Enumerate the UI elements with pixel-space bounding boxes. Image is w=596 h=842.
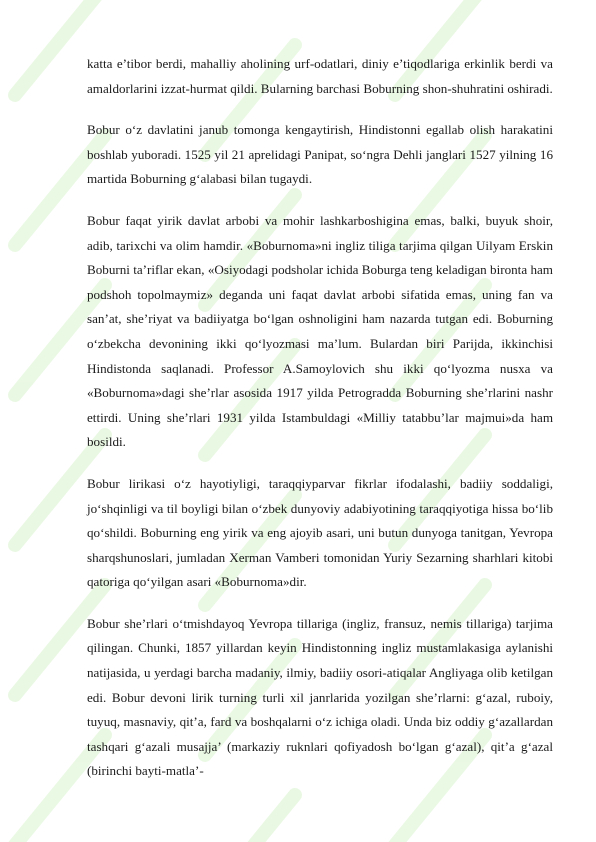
- paragraph-4: Bobur lirikasi o‘z hayotiyligi, taraqqiyparvar fikrlar ifodalashi, badiiy soddaligi, jo‘shqinligi va til boyligi bilan o‘zbek dunyoviy adabiyotining taraqqiyotiga hissa bo‘lib qo‘shildi. Boburning eng yirik va eng ajoyib asari, uni butun dunyoga tanitgan, Yevropa sharqshunoslari, jumladan Xerman Vamberi tomonidan Yuriy Sezarning sharhlari kitobi qatoriga qo‘yilgan asari «Boburnoma»dir.: [87, 475, 553, 590]
- watermark-stroke: [205, 795, 295, 842]
- document-page: [87, 52, 553, 801]
- paragraph-3: Bobur faqat yirik davlat arbobi va mohir lashkarboshigina emas, balki, buyuk shoir, adib, tarixchi va olim hamdir. «Boburnoma»ni ingliz tiliga tarjima qilgan Uilyam Erskin Boburni ta’riflar ekan, «Osiyodagi podsholar ichida Boburga teng keladigan bironta ham podshoh topolmaymiz» deganda uni faqat davlat arbobi sifatida emas, uning fan va san’at, she’riyat va badiiyatga bo‘lgan oshnoligini ham nazarda tutgan edi. Boburning o‘zbekcha devonining ikki qo‘lyozmasi ma’lum. Bulardan biri Parijda, ikkinchisi Hindistonda saqlanadi. Professor A.Samoylovich shu ikki qo‘lyozma nusxa va «Boburnoma»dagi she’rlar asosida 1917 yilda Petrogradda Boburning she’rlarini nashr ettirdi. Uning she’rlari 1931 yilda Istambuldagi «Milliy tatabbu’lar majmui»da ham bosildi.: [87, 212, 553, 450]
- paragraph-5: Bobur she’rlari o‘tmishdayoq Yevropa tillariga (ingliz, fransuz, nemis tillariga) tarjima qilingan. Chunki, 1857 yillardan keyin Hindistonning ingliz mustamlakasiga aylanishi natijasida, u yerdagi barcha madaniy, ilmiy, badiiy osori-atiqalar Angliyaga olib ketilgan edi. Bobur devoni lirik turning turli xil janrlarida yozilgan she’rlarni: g‘azal, ruboiy, tuyuq, masnaviy, qit’a, fard va boshqalarni o‘z ichiga oladi. Unda biz oddiy g‘azallardan tashqari g‘azali musajja’ (markaziy ruknlari qofiyadosh bo‘lgan g‘azal), qit’a g‘azal (birinchi bayti-matla’-: [87, 615, 553, 779]
- paragraph-2: Bobur o‘z davlatini janub tomonga kengaytirish, Hindistonni egallab olish harakatini boshlab yuboradi. 1525 yil 21 aprelidagi Panipat, so‘ngra Dehli janglari 1527 yilning 16 martida Boburning g‘alabasi bilan tugaydi.: [87, 122, 553, 187]
- paragraph-1: katta e’tibor berdi, mahalliy aholining urf-odatlari, diniy e’tiqodlariga erkinlik berdi va amaldorlarini izzat-hurmat qildi. Bularning barchasi Boburning shon-shuhratini oshiradi.: [87, 56, 553, 96]
